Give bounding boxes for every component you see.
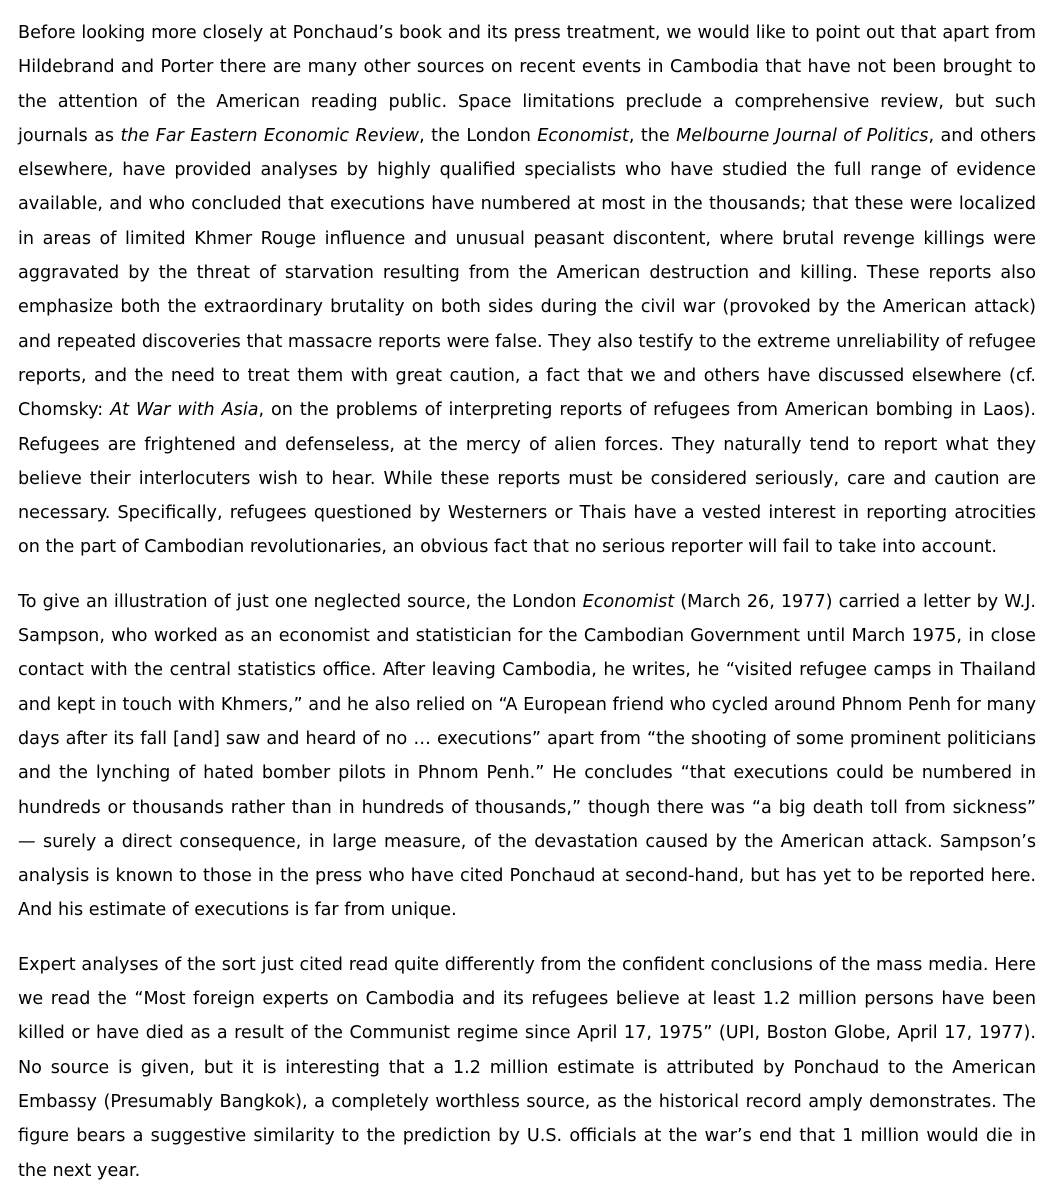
text-run: , and others elsewhere, have provided analyses by highly qualified specialists who have studied the full range of evidence available, and who concluded that executions have numbered at most in the thousands; that these were localized in areas of limited Khmer Rouge influence and unusual peasant discontent, where brutal revenge killings were aggravated by the threat of starvation resulting from the American destruction and killing. These reports also emphasize both the extraordinary brutality on both sides during the civil war (provoked by the American attack) and repeated discoveries that massacre reports were false. They also testify to the extreme unreliability of refugee reports, and the need to treat them with great caution, a fact that we and others have discussed elsewhere (cf. Chomsky: (18, 125, 1037, 421)
text-run: , the London (419, 125, 538, 146)
text-run: , on the problems of interpreting reports of refugees from American bombing in Laos). Refugees are frightened and defenseless, at the mercy of alien forces. They naturally tend to report what they believe their interlocuters wish to hear. While these reports must be considered seriously, care and caution are necessary. Specifically, refugees questioned by Westerners or Thais have a vested interest in reporting atrocities on the part of Cambodian revolutionaries, an obvious fact that no serious reporter will fail to take into account. (18, 400, 1037, 558)
text-run: , the (628, 125, 677, 146)
journal-title: Economist (537, 125, 629, 146)
text-run: Expert analyses of the sort just cited read quite differently from the confident conclusions of the mass media. Here we read the “Most foreign experts on Cambodia and its refugees believe at least 1.2 million persons have been killed or have died as a result of the Communist regime since April 17, 1975” (UPI, Boston Globe, April 17, 1977). No source is given, but it is interesting that a 1.2 million estimate is attributed by Ponchaud to the American Embassy (Presumably Bangkok), a completely worthless source, as the historical record amply demonstrates. The figure bears a suggestive similarity to the prediction by U.S. officials at the war’s end that 1 million would die in the next year. (18, 954, 1036, 1181)
text-run: (March 26, 1977) carried a letter by W.J. Sampson, who worked as an economist and statistician for the Cambodian Government until March 1975, in close contact with the central statistics office. After leaving Cambodia, he writes, he “visited refugee camps in Thailand and kept in touch with Khmers,” and he also relied on “A European friend who cycled around Phnom Penh for many days after its fall [and] saw and heard of no … executions” apart from “the shooting of some prominent politicians and the lynching of hated bomber pilots in Phnom Penh.” He concludes “that executions could be numbered in hundreds or thousands rather than in hundreds of thousands,” though there was “a big death toll from sickness” — surely a direct consequence, in large measure, of the devastation caused by the American attack. Sampson’s analysis is known to those in the press who have cited Ponchaud at second-hand, but has yet to be reported here. And his estimate of executions is far from unique. (18, 591, 1036, 921)
journal-title: Economist (582, 591, 675, 612)
paragraph (18, 585, 1036, 928)
paragraph (18, 948, 1036, 1188)
journal-title: the Far Eastern Economic Review (120, 125, 420, 146)
text-run: To give an illustration of just one neglected source, the London (18, 591, 583, 612)
journal-title: Melbourne Journal of Politics (676, 125, 929, 146)
book-title: At War with Asia (110, 400, 259, 421)
text-run: Before looking more closely at Ponchaud’s book and its press treatment, we would like to point out that apart from Hildebrand and Porter there are many other sources on recent events in Cambodia that have not been brought to the attention of the American reading public. Space limitations preclude a comprehensive review, but such journals as (18, 23, 1036, 146)
paragraph (18, 16, 1036, 565)
